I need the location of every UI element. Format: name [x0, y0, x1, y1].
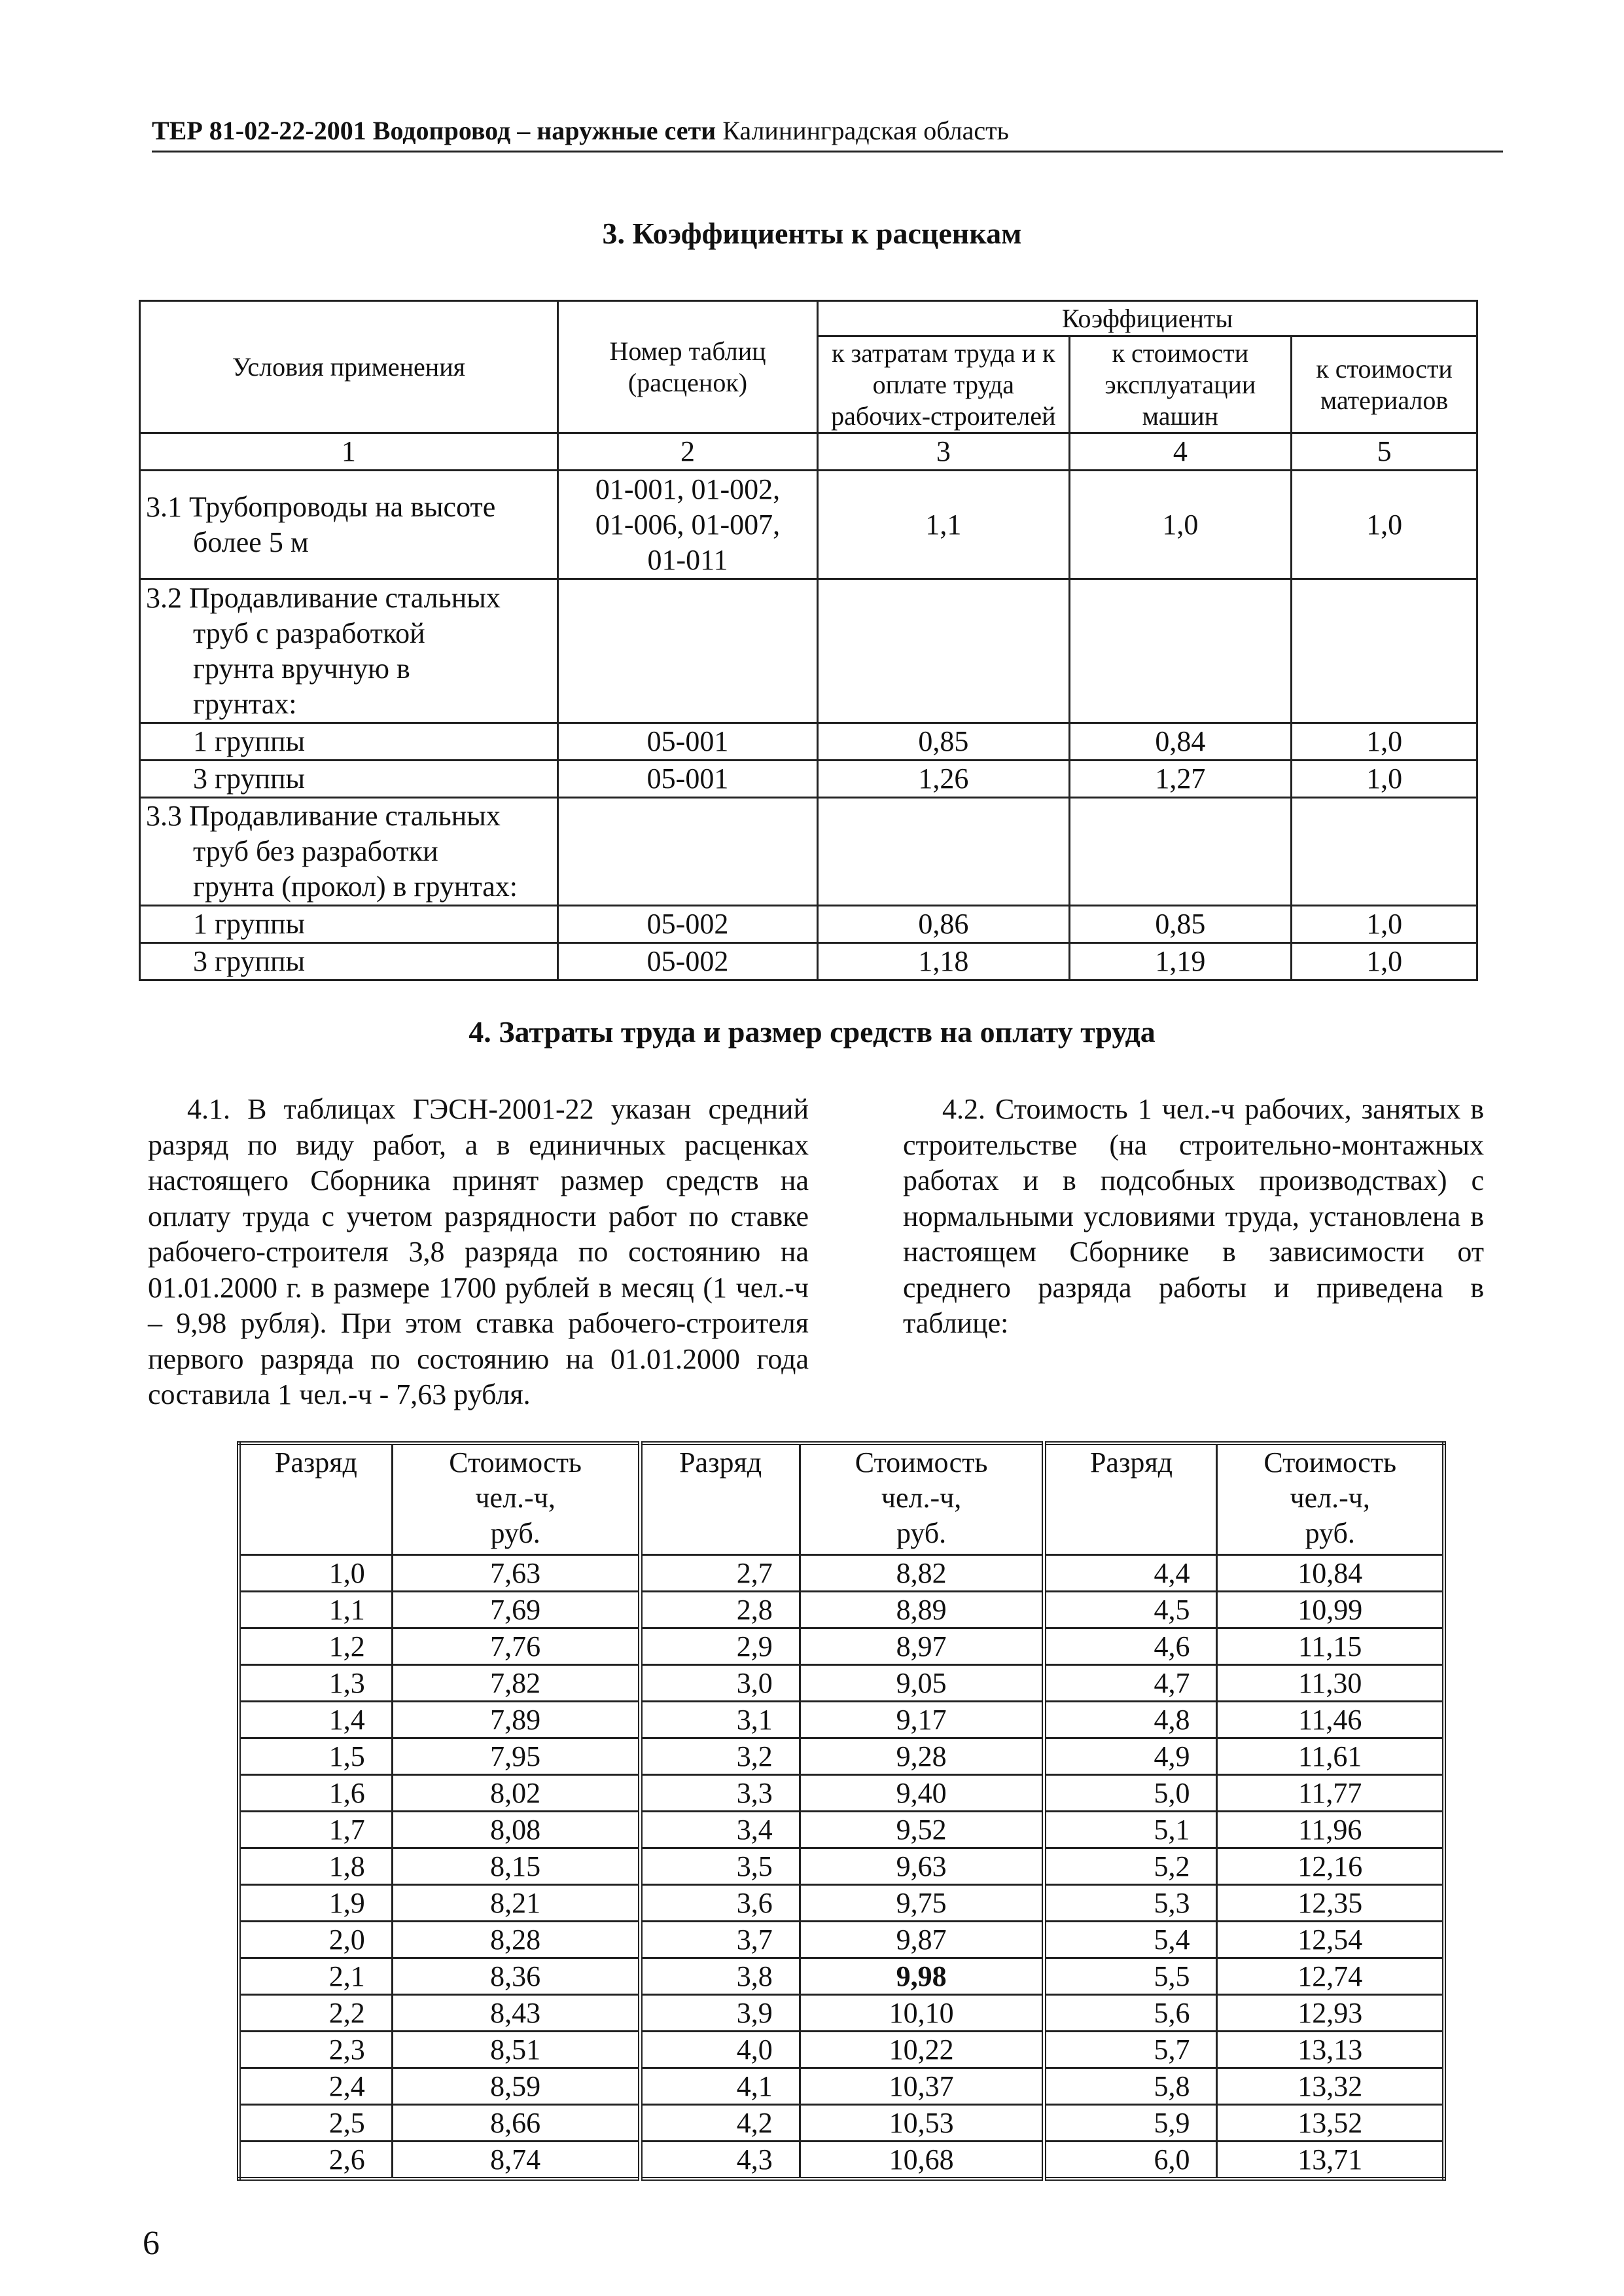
table-row: [239, 2141, 1444, 2179]
grade-cell: 1,7: [239, 1811, 392, 1848]
cost-cell: 9,40: [800, 1774, 1044, 1811]
tables-cell: [557, 471, 817, 579]
grade-cell: 5,9: [1044, 2104, 1217, 2141]
labor-coef: 0,85: [818, 723, 1069, 761]
condition-line: грунтах:: [193, 687, 297, 720]
tables-line: 01-011: [647, 543, 728, 576]
tables-line: 01-001, 01-002,: [595, 473, 781, 505]
coefficients-table: [139, 300, 1478, 981]
cost-cell: 12,74: [1217, 1958, 1444, 1994]
cost-cell: 11,96: [1217, 1811, 1444, 1848]
grade-cell: 1,0: [239, 1554, 392, 1591]
cost-cell: 10,53: [800, 2104, 1044, 2141]
grade-cell: 5,4: [1044, 1921, 1217, 1958]
hdr-cost: [392, 1443, 640, 1554]
cost-cell: 9,75: [800, 1884, 1044, 1921]
grade-cell: 3,7: [640, 1921, 800, 1958]
condition-cell: [140, 471, 558, 579]
grade-cell: 5,3: [1044, 1884, 1217, 1921]
condition-cell: [140, 723, 558, 761]
hdr-cost-line: руб.: [896, 1517, 947, 1549]
cost-cell: 11,77: [1217, 1774, 1444, 1811]
table-row: [140, 723, 1477, 761]
cost-cell: 11,15: [1217, 1628, 1444, 1664]
cost-cell: 8,89: [800, 1591, 1044, 1628]
rates-header-row: [239, 1443, 1444, 1554]
materials-coef: 1,0: [1292, 723, 1477, 761]
hdr-labor: к затратам труда и к оплате труда рабочих-строителей: [818, 336, 1069, 433]
condition-line: труб с разработкой: [193, 617, 425, 649]
paragraph-text: 4.1. В таблицах ГЭСН-2001-22 указан средний разряд по виду работ, а в единичных расценках настоящего Сборника принят размер средств на оплату труда с учетом разрядности работ по ставке рабочего-строителя 3,8 разряда по состоянию на 01.01.2000 г. в размере 1700 рублей в месяц (1 чел.-ч – 9,98 рубля). При этом ставка рабочего-строителя первого разряда по состоянию на 01.01.2000 года составила 1 чел.-ч - 7,63 рубля.: [148, 1093, 809, 1410]
grade-cell: 1,5: [239, 1738, 392, 1774]
labor-coef: [818, 579, 1069, 723]
hdr-cost: [800, 1443, 1044, 1554]
grade-cell: 5,8: [1044, 2068, 1217, 2104]
cost-cell: 10,22: [800, 2031, 1044, 2068]
cost-cell: 8,28: [392, 1921, 640, 1958]
cost-cell: 9,05: [800, 1664, 1044, 1701]
grade-cell: 5,1: [1044, 1811, 1217, 1848]
cost-cell: 9,63: [800, 1848, 1044, 1884]
table-row: [239, 1774, 1444, 1811]
machines-coef: [1069, 798, 1292, 906]
hdr-cost-line: чел.-ч,: [1290, 1482, 1370, 1514]
grade-cell: 2,6: [239, 2141, 392, 2179]
paragraph-4-2: [903, 1092, 1484, 1342]
hdr-grade: Разряд: [239, 1443, 392, 1554]
cost-cell: 12,16: [1217, 1848, 1444, 1884]
hdr-grade: Разряд: [1044, 1443, 1217, 1554]
grade-cell: 2,7: [640, 1554, 800, 1591]
hdr-conditions: Условия применения: [140, 301, 558, 433]
col-number: 5: [1292, 433, 1477, 471]
grade-cell: 5,0: [1044, 1774, 1217, 1811]
cost-cell: 9,52: [800, 1811, 1044, 1848]
grade-cell: 1,6: [239, 1774, 392, 1811]
condition-line: 1 группы: [193, 725, 306, 757]
grade-cell: 4,6: [1044, 1628, 1217, 1664]
cost-cell: 7,63: [392, 1554, 640, 1591]
tables-cell: 05-001: [557, 761, 817, 798]
hdr-cost-line: руб.: [490, 1517, 540, 1549]
table-row: [239, 1554, 1444, 1591]
col-number: 3: [818, 433, 1069, 471]
cost-cell: 8,08: [392, 1811, 640, 1848]
table-row: [239, 1811, 1444, 1848]
grade-cell: 1,4: [239, 1701, 392, 1738]
materials-coef: 1,0: [1292, 761, 1477, 798]
cost-cell: 8,43: [392, 1994, 640, 2031]
machines-coef: 1,0: [1069, 471, 1292, 579]
grade-cell: 2,5: [239, 2104, 392, 2141]
condition-cell: [140, 906, 558, 943]
header-region: Калининградская область: [722, 116, 1009, 145]
condition-line: грунта вручную в: [193, 652, 410, 685]
grade-cell: 3,2: [640, 1738, 800, 1774]
grade-cell: 1,9: [239, 1884, 392, 1921]
header-code: ТЕР 81-02-22-2001: [152, 116, 366, 145]
table-row: [239, 2068, 1444, 2104]
grade-cell: 4,9: [1044, 1738, 1217, 1774]
grade-cell: 2,1: [239, 1958, 392, 1994]
table-row: [140, 798, 1477, 906]
cost-cell: 7,89: [392, 1701, 640, 1738]
cost-cell: 13,71: [1217, 2141, 1444, 2179]
grade-cell: 5,5: [1044, 1958, 1217, 1994]
cost-cell: 12,54: [1217, 1921, 1444, 1958]
condition-cell: [140, 798, 558, 906]
materials-coef: 1,0: [1292, 943, 1477, 980]
grade-cell: 5,6: [1044, 1994, 1217, 2031]
cost-cell: 7,95: [392, 1738, 640, 1774]
table-row: [239, 1628, 1444, 1664]
table-row: [239, 2031, 1444, 2068]
cost-cell: 12,93: [1217, 1994, 1444, 2031]
condition-line: 3.3 Продавливание стальных: [146, 800, 501, 832]
header-subject: Водопровод – наружные сети: [372, 116, 716, 145]
hdr-coefficients: Коэффициенты: [818, 301, 1477, 336]
table-row: [239, 1994, 1444, 2031]
paragraph-4-1: [148, 1092, 809, 1413]
cost-cell: 8,74: [392, 2141, 640, 2179]
tables-cell: [557, 579, 817, 723]
grade-cell: 4,1: [640, 2068, 800, 2104]
cost-cell: 13,52: [1217, 2104, 1444, 2141]
table-row: [239, 1738, 1444, 1774]
table-row: [239, 1664, 1444, 1701]
condition-cell: [140, 943, 558, 980]
machines-coef: [1069, 579, 1292, 723]
table-row: [239, 1884, 1444, 1921]
cost-cell: 12,35: [1217, 1884, 1444, 1921]
grade-cell: 6,0: [1044, 2141, 1217, 2179]
table-row: [140, 906, 1477, 943]
grade-cell: 3,8: [640, 1958, 800, 1994]
labor-coef: 1,26: [818, 761, 1069, 798]
hdr-cost-line: Стоимость: [855, 1446, 988, 1479]
hdr-cost: [1217, 1443, 1444, 1554]
tables-cell: 05-002: [557, 906, 817, 943]
grade-cell: 3,5: [640, 1848, 800, 1884]
cost-cell: 10,10: [800, 1994, 1044, 2031]
grade-cell: 4,5: [1044, 1591, 1217, 1628]
cost-cell: 7,76: [392, 1628, 640, 1664]
col-number: 4: [1069, 433, 1292, 471]
grade-cell: 4,8: [1044, 1701, 1217, 1738]
cost-cell: 10,68: [800, 2141, 1044, 2179]
grade-cell: 3,4: [640, 1811, 800, 1848]
cost-cell: 9,17: [800, 1701, 1044, 1738]
tables-cell: [557, 798, 817, 906]
cost-cell: 8,66: [392, 2104, 640, 2141]
cost-cell: 10,99: [1217, 1591, 1444, 1628]
grade-cell: 2,4: [239, 2068, 392, 2104]
machines-coef: 0,84: [1069, 723, 1292, 761]
grade-cell: 5,7: [1044, 2031, 1217, 2068]
labor-coef: 1,1: [818, 471, 1069, 579]
cost-cell: 9,98: [800, 1958, 1044, 1994]
grade-cell: 2,8: [640, 1591, 800, 1628]
hdr-cost-line: чел.-ч,: [475, 1482, 556, 1514]
condition-line: 3.2 Продавливание стальных: [146, 581, 501, 614]
section3-title: 3. Коэффициенты к расценкам: [602, 217, 1022, 250]
rates-body: [239, 1554, 1444, 2179]
cost-cell: 9,87: [800, 1921, 1044, 1958]
labor-coef: 1,18: [818, 943, 1069, 980]
cost-cell: 8,36: [392, 1958, 640, 1994]
grade-cell: 3,1: [640, 1701, 800, 1738]
grade-cell: 1,1: [239, 1591, 392, 1628]
grade-cell: 4,4: [1044, 1554, 1217, 1591]
hdr-machines: к стоимости эксплуатации машин: [1069, 336, 1292, 433]
grade-cell: 3,6: [640, 1884, 800, 1921]
cost-cell: 8,59: [392, 2068, 640, 2104]
table-row: [239, 1958, 1444, 1994]
paragraph-text: 4.2. Стоимость 1 чел.-ч рабочих, занятых в строительстве (на строительно-монтажных работах и в подсобных производствах) с нормальными условиями труда, установлена в настоящем Сборнике в зависимости от среднего разряда работы и приведена в таблице:: [903, 1093, 1484, 1339]
materials-coef: [1292, 579, 1477, 723]
grade-cell: 3,9: [640, 1994, 800, 2031]
condition-cell: [140, 579, 558, 723]
hdr-materials: к стоимости материалов: [1292, 336, 1477, 433]
materials-coef: 1,0: [1292, 906, 1477, 943]
grade-cell: 1,3: [239, 1664, 392, 1701]
grade-cell: 1,2: [239, 1628, 392, 1664]
tables-cell: 05-002: [557, 943, 817, 980]
hdr-cost-line: чел.-ч,: [881, 1482, 962, 1514]
table-row: [140, 471, 1477, 579]
condition-line: труб без разработки: [193, 835, 438, 867]
grade-cell: 5,2: [1044, 1848, 1217, 1884]
grade-cell: 1,8: [239, 1848, 392, 1884]
condition-line: грунта (прокол) в грунтах:: [193, 870, 518, 903]
cost-cell: 10,37: [800, 2068, 1044, 2104]
grade-cell: 3,0: [640, 1664, 800, 1701]
grade-cell: 2,3: [239, 2031, 392, 2068]
table-row: [239, 1848, 1444, 1884]
machines-coef: 1,27: [1069, 761, 1292, 798]
cost-cell: 9,28: [800, 1738, 1044, 1774]
cost-cell: 8,21: [392, 1884, 640, 1921]
condition-line: 3 группы: [193, 945, 306, 977]
cost-cell: 8,02: [392, 1774, 640, 1811]
cost-cell: 8,51: [392, 2031, 640, 2068]
column-number-row: [140, 433, 1477, 471]
materials-coef: [1292, 798, 1477, 906]
grade-cell: 4,2: [640, 2104, 800, 2141]
machines-coef: 0,85: [1069, 906, 1292, 943]
table-row: [239, 1701, 1444, 1738]
tables-line: 01-006, 01-007,: [595, 508, 781, 541]
condition-line: более 5 м: [193, 526, 309, 558]
grade-cell: 3,3: [640, 1774, 800, 1811]
cost-cell: 13,32: [1217, 2068, 1444, 2104]
condition-cell: [140, 761, 558, 798]
cost-cell: 11,61: [1217, 1738, 1444, 1774]
labor-coef: 0,86: [818, 906, 1069, 943]
page-header: [152, 111, 1503, 152]
grade-cell: 2,0: [239, 1921, 392, 1958]
grade-cell: 4,0: [640, 2031, 800, 2068]
condition-line: 1 группы: [193, 908, 306, 940]
table-row: [140, 943, 1477, 980]
cost-cell: 11,46: [1217, 1701, 1444, 1738]
grade-cell: 2,9: [640, 1628, 800, 1664]
labor-coef: [818, 798, 1069, 906]
table-row: [140, 761, 1477, 798]
cost-cell: 7,82: [392, 1664, 640, 1701]
cost-cell: 8,15: [392, 1848, 640, 1884]
grade-cell: 2,2: [239, 1994, 392, 2031]
page-number: 6: [143, 2225, 160, 2262]
cost-cell: 10,84: [1217, 1554, 1444, 1591]
hdr-cost-line: руб.: [1305, 1517, 1355, 1549]
col-number: 1: [140, 433, 558, 471]
grade-cell: 4,3: [640, 2141, 800, 2179]
cost-cell: 13,13: [1217, 2031, 1444, 2068]
hdr-cost-line: Стоимость: [1263, 1446, 1397, 1479]
materials-coef: 1,0: [1292, 471, 1477, 579]
tables-cell: 05-001: [557, 723, 817, 761]
col-number: 2: [557, 433, 817, 471]
table-row: [239, 1921, 1444, 1958]
table-row: [239, 1591, 1444, 1628]
table-row: [239, 2104, 1444, 2141]
condition-line: 3 группы: [193, 762, 306, 795]
cost-cell: 11,30: [1217, 1664, 1444, 1701]
cost-cell: 8,82: [800, 1554, 1044, 1591]
cost-cell: 7,69: [392, 1591, 640, 1628]
grade-cell: 4,7: [1044, 1664, 1217, 1701]
rates-table: [237, 1441, 1446, 2181]
section4-title: 4. Затраты труда и размер средств на оплату труда: [468, 1015, 1156, 1049]
table-row: [140, 579, 1477, 723]
hdr-cost-line: Стоимость: [449, 1446, 582, 1479]
hdr-grade: Разряд: [640, 1443, 800, 1554]
machines-coef: 1,19: [1069, 943, 1292, 980]
condition-line: 3.1 Трубопроводы на высоте: [146, 490, 496, 523]
hdr-table-numbers: Номер таблиц (расценок): [557, 301, 817, 433]
cost-cell: 8,97: [800, 1628, 1044, 1664]
